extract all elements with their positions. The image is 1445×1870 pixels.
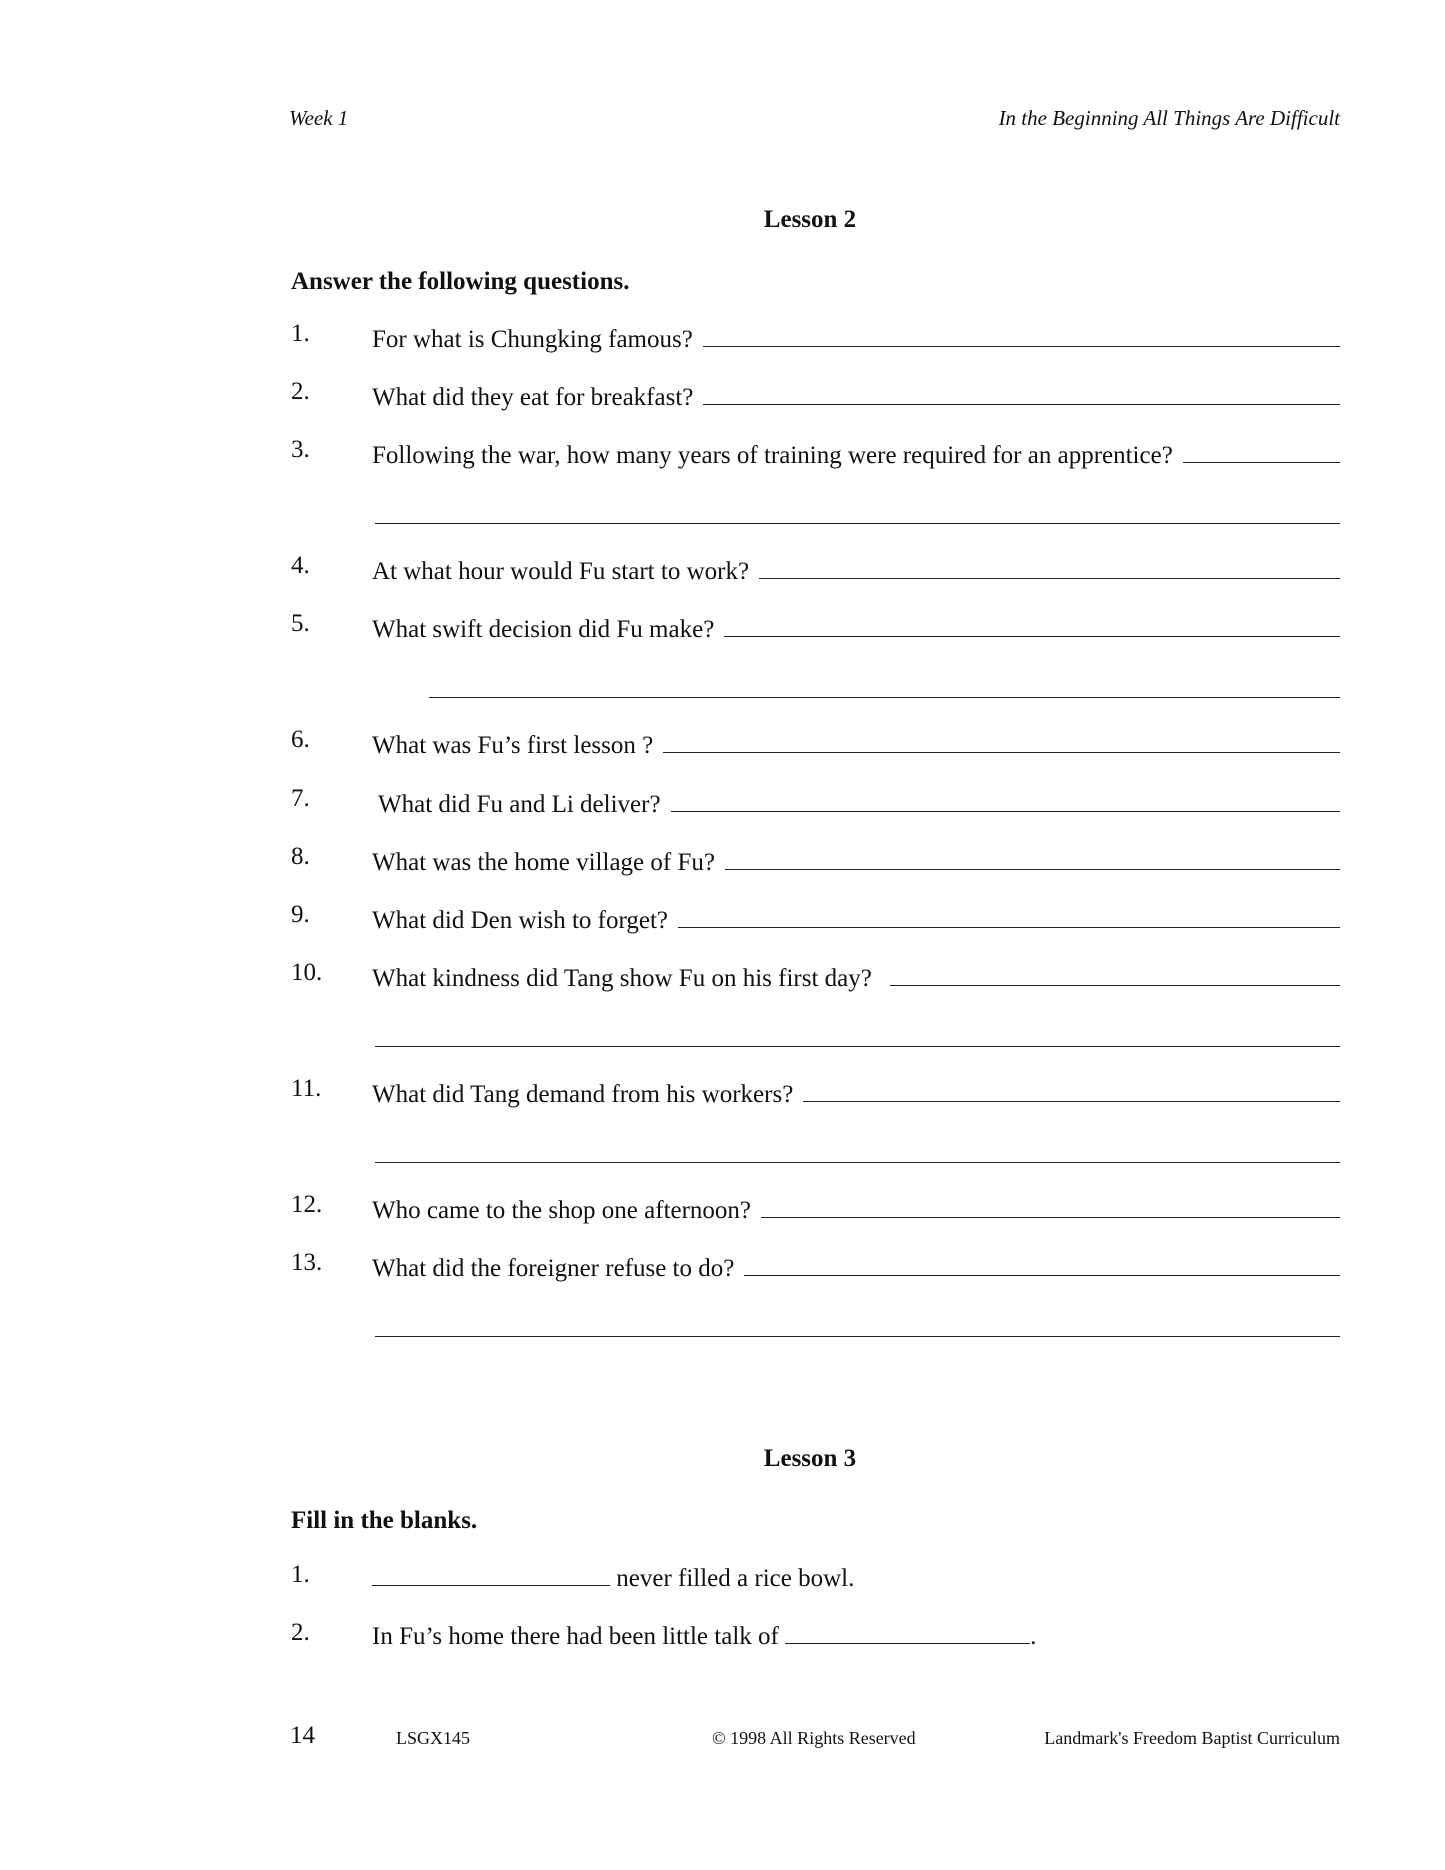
question-number: 4. bbox=[291, 552, 310, 579]
answer-line[interactable] bbox=[803, 1075, 1340, 1102]
question-text: What was Fu’s first lesson ? bbox=[372, 732, 654, 759]
answer-line-continuation[interactable] bbox=[429, 697, 1340, 698]
question-number: 10. bbox=[291, 959, 323, 986]
answer-line[interactable] bbox=[890, 959, 1340, 986]
question-row bbox=[372, 1075, 1340, 1109]
answer-line[interactable] bbox=[703, 320, 1340, 347]
question-text: Following the war, how many years of training were required for an apprentice? bbox=[372, 442, 1173, 469]
footer-code: LSGX145 bbox=[396, 1728, 471, 1748]
answer-line[interactable] bbox=[759, 552, 1340, 579]
question-row bbox=[372, 1191, 1340, 1225]
question-number: 13. bbox=[291, 1249, 323, 1276]
fill-blank-text: In Fu’s home there had been little talk of bbox=[372, 1623, 779, 1650]
footer-copyright: © 1998 All Rights Reserved bbox=[712, 1728, 916, 1748]
question-text: What was the home village of Fu? bbox=[372, 849, 715, 876]
question-row bbox=[372, 552, 1340, 586]
question-row bbox=[372, 901, 1340, 935]
question-text: What did Tang demand from his workers? bbox=[372, 1081, 794, 1108]
fill-blank-row bbox=[372, 1561, 854, 1593]
fill-blank[interactable] bbox=[372, 1561, 610, 1586]
question-text: What kindness did Tang show Fu on his first day? bbox=[372, 965, 872, 992]
answer-line[interactable] bbox=[761, 1191, 1340, 1218]
question-number: 12. bbox=[291, 1191, 323, 1218]
question-text: What swift decision did Fu make? bbox=[372, 616, 715, 643]
lesson-2-instruction: Answer the following questions. bbox=[291, 268, 630, 295]
question-row bbox=[378, 785, 1340, 819]
fill-blank-text: never filled a rice bowl. bbox=[616, 1565, 855, 1592]
question-text: What did they eat for breakfast? bbox=[372, 384, 694, 411]
header-week: Week 1 bbox=[289, 106, 349, 130]
question-row bbox=[372, 436, 1340, 470]
question-number: 3. bbox=[291, 436, 310, 463]
question-number: 1. bbox=[291, 320, 310, 347]
page-number: 14 bbox=[290, 1722, 315, 1749]
question-number: 7. bbox=[291, 785, 310, 812]
footer-publisher: Landmark's Freedom Baptist Curriculum bbox=[1044, 1728, 1340, 1748]
answer-line[interactable] bbox=[724, 610, 1340, 637]
question-text: What did Den wish to forget? bbox=[372, 907, 668, 934]
question-row bbox=[372, 610, 1340, 644]
answer-line[interactable] bbox=[678, 901, 1340, 928]
question-number: 6. bbox=[291, 726, 310, 753]
question-text: What did the foreigner refuse to do? bbox=[372, 1255, 735, 1282]
lesson-3-title: Lesson 3 bbox=[763, 1445, 857, 1472]
blank-number: 1. bbox=[291, 1561, 310, 1588]
answer-line[interactable] bbox=[703, 378, 1340, 405]
question-number: 5. bbox=[291, 610, 310, 637]
question-text: Who came to the shop one afternoon? bbox=[372, 1197, 752, 1224]
question-number: 9. bbox=[291, 901, 310, 928]
question-number: 11. bbox=[291, 1075, 322, 1102]
question-row bbox=[372, 843, 1340, 877]
question-text: What did Fu and Li deliver? bbox=[378, 791, 661, 818]
question-row bbox=[372, 378, 1340, 412]
answer-line-continuation[interactable] bbox=[375, 1162, 1340, 1163]
fill-blank-row bbox=[372, 1619, 1036, 1651]
answer-line-continuation[interactable] bbox=[375, 523, 1340, 524]
lesson-2-title: Lesson 2 bbox=[763, 206, 857, 233]
answer-line[interactable] bbox=[725, 843, 1340, 870]
answer-line[interactable] bbox=[663, 726, 1340, 753]
question-text: At what hour would Fu start to work? bbox=[372, 558, 750, 585]
question-row bbox=[372, 726, 1340, 760]
answer-line[interactable] bbox=[671, 785, 1340, 812]
question-number: 8. bbox=[291, 843, 310, 870]
question-row bbox=[372, 1249, 1340, 1283]
lesson-3-instruction: Fill in the blanks. bbox=[291, 1507, 478, 1534]
question-text: For what is Chungking famous? bbox=[372, 326, 693, 353]
fill-blank[interactable] bbox=[785, 1619, 1030, 1644]
answer-line[interactable] bbox=[1183, 436, 1340, 463]
blank-number: 2. bbox=[291, 1619, 310, 1646]
question-number: 2. bbox=[291, 378, 310, 405]
answer-line-continuation[interactable] bbox=[375, 1336, 1340, 1337]
question-row bbox=[372, 959, 1340, 993]
header-title: In the Beginning All Things Are Difficult bbox=[998, 106, 1340, 130]
answer-line[interactable] bbox=[744, 1249, 1340, 1276]
fill-blank-end: . bbox=[1030, 1623, 1037, 1650]
answer-line-continuation[interactable] bbox=[375, 1046, 1340, 1047]
question-row bbox=[372, 320, 1340, 354]
